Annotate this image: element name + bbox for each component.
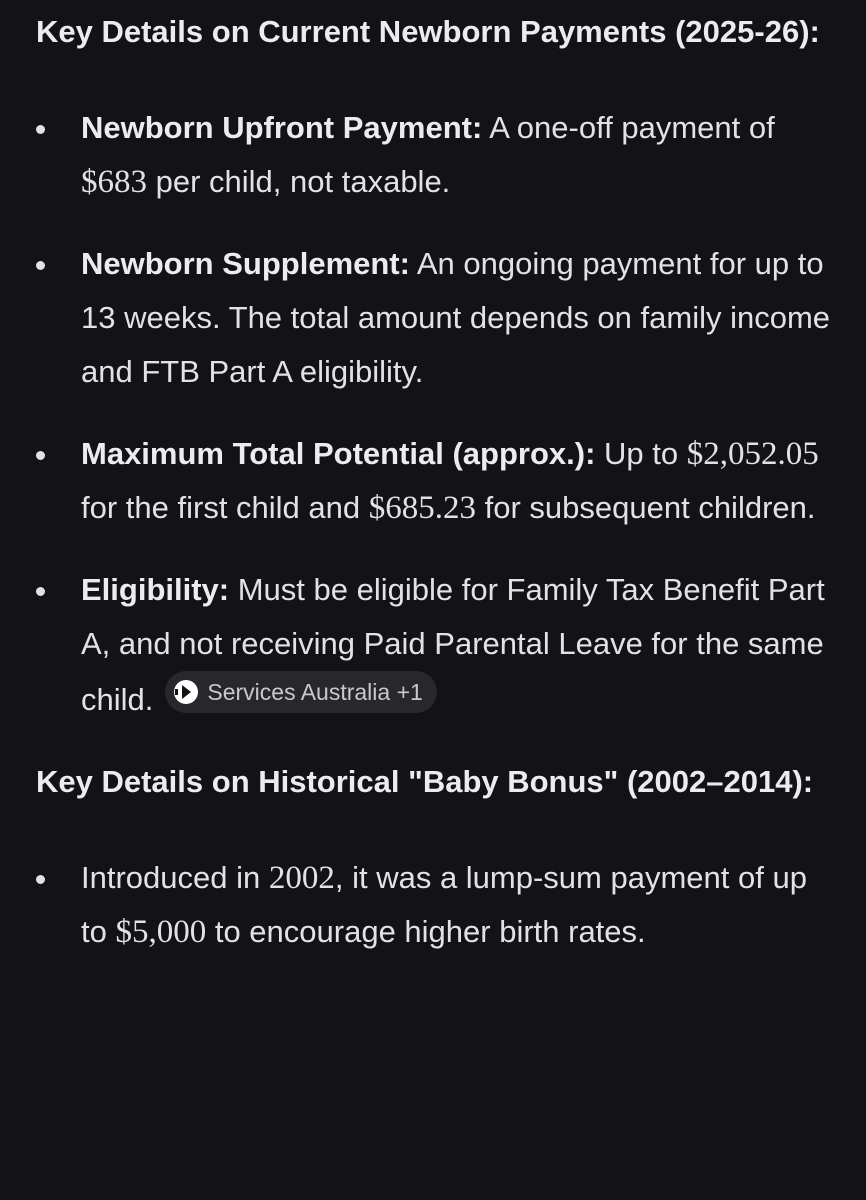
source-chip[interactable] xyxy=(165,671,436,713)
bullet-icon xyxy=(36,875,45,884)
bullet-icon xyxy=(36,451,45,460)
item-label: Maximum Total Potential (approx.): xyxy=(81,436,596,471)
source-play-icon xyxy=(171,677,201,707)
amount-value: $2,052.05 xyxy=(686,436,819,472)
section-heading-historical: Key Details on Historical "Baby Bonus" (2002–2014): xyxy=(36,764,814,799)
year-value: 2002 xyxy=(268,860,335,896)
amount-value: $685.23 xyxy=(368,490,476,526)
bullet-icon xyxy=(36,261,45,270)
current-payments-list xyxy=(36,101,836,727)
response-content xyxy=(36,0,836,987)
bullet-icon xyxy=(36,125,45,134)
bullet-icon xyxy=(36,587,45,596)
amount-value: $683 xyxy=(81,164,147,200)
historical-list xyxy=(36,851,836,959)
list-item: Eligibility: Must be eligible for Family Tax Benefit Part A, and not receiving Paid Parental Leave for the same child. Services Australia +1 xyxy=(36,563,836,727)
item-label: Eligibility: xyxy=(81,572,230,607)
item-label: Newborn Upfront Payment: xyxy=(81,110,483,145)
source-chip-label: Services Australia +1 xyxy=(207,679,423,705)
amount-value: $5,000 xyxy=(115,914,207,950)
item-label: Newborn Supplement: xyxy=(81,246,410,281)
list-item: Newborn Supplement: An ongoing payment for up to 13 weeks. The total amount depends on family income and FTB Part A eligibility. xyxy=(36,237,836,399)
section-heading-current: Key Details on Current Newborn Payments (2025-26): xyxy=(36,14,820,49)
list-item: Introduced in 2002, it was a lump-sum payment of up to $5,000 to encourage higher birth rates. xyxy=(36,851,836,959)
list-item: Maximum Total Potential (approx.): Up to $2,052.05 for the first child and $685.23 for subsequent children. xyxy=(36,427,836,535)
list-item: Newborn Upfront Payment: A one-off payment of $683 per child, not taxable. xyxy=(36,101,836,209)
